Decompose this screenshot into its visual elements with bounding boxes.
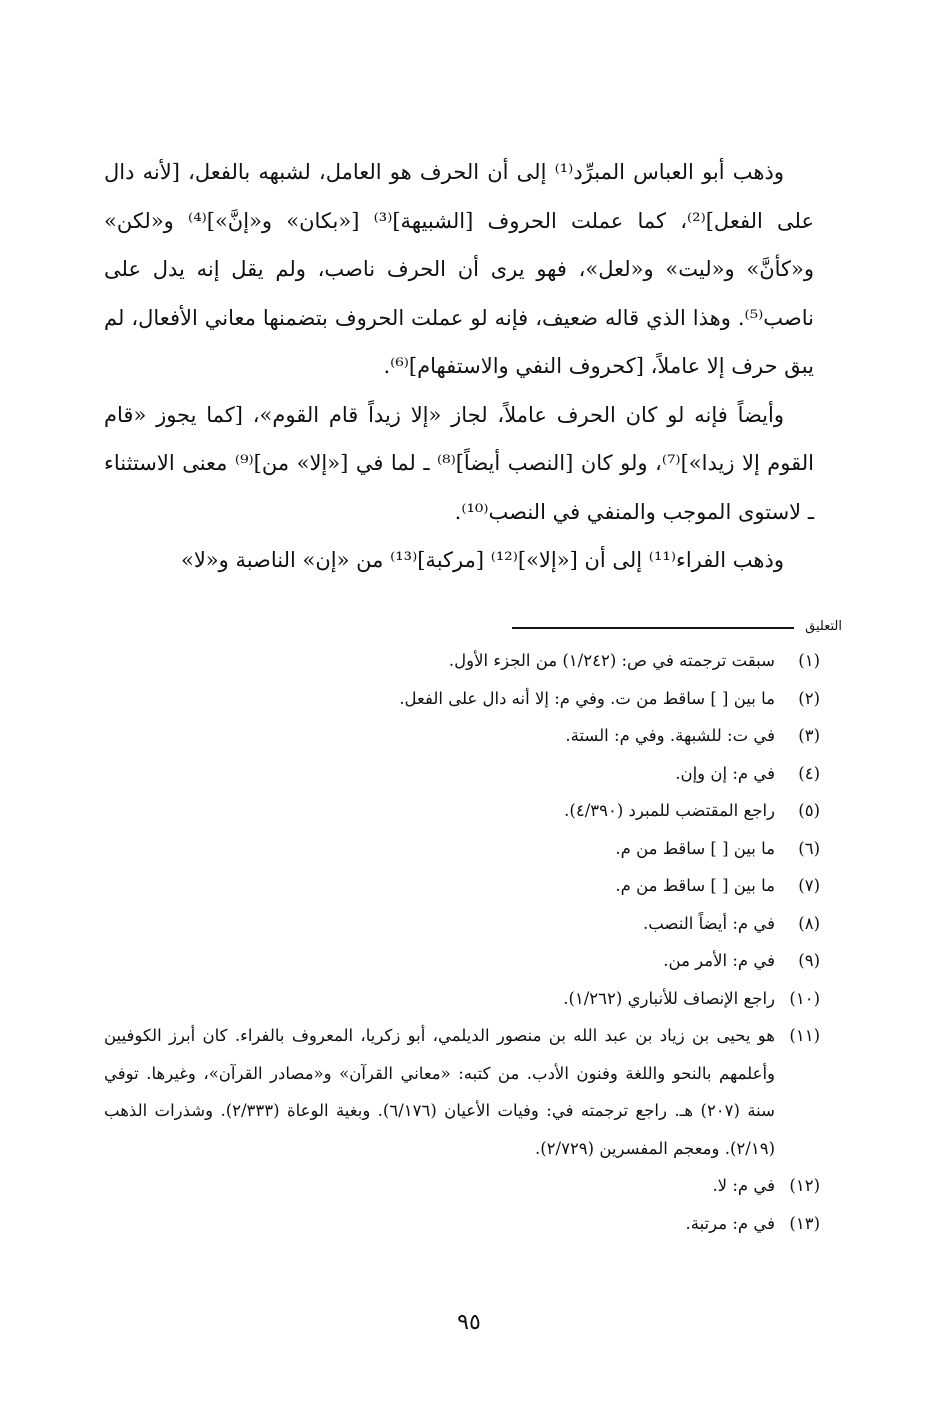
footnote: [104, 980, 820, 1018]
footnote: [104, 867, 820, 905]
footnote-number: (١٣): [789, 1213, 820, 1233]
footnote-text: ما بين [ ] ساقط من م.: [615, 876, 775, 895]
footnote-text: ما بين [ ] ساقط من ت. وفي م: إلا أنه دال على الفعل.: [399, 688, 775, 708]
footnote-number: (١): [798, 651, 820, 670]
footnote-number: (٢): [798, 688, 820, 708]
footnote-number: (٥): [798, 801, 820, 820]
footnote: [104, 717, 820, 755]
footnote: [104, 680, 820, 718]
footnote-separator: [512, 617, 842, 643]
footnote-number: (١٠): [789, 988, 820, 1008]
paragraph: وذهب الفراء⁽¹¹⁾ إلى أن [«إلا»]⁽¹²⁾ [مركبة]⁽¹³⁾ من «إن» الناصبة و«لا»: [180, 548, 784, 572]
footnote-text: في م: مرتبة.: [685, 1213, 775, 1233]
footnote-number: (١١): [789, 1026, 820, 1045]
footnote-text: في م: إن وإن.: [675, 763, 775, 783]
footnote-number: (٨): [798, 913, 820, 933]
footnote-number: (٤): [798, 763, 820, 783]
footnote-text: راجع الإنصاف للأنباري (١/٢٦٢).: [563, 988, 775, 1008]
footnote: [104, 830, 820, 868]
footnote: [104, 1167, 820, 1205]
main-text: [104, 148, 814, 585]
footnote-text: هو يحيى بن زياد بن عبد الله بن منصور الديلمي، أبو زكريا، المعروف بالفراء. كان أبرز الكوفيين وأعلمهم بالنحو واللغة وفنون الأدب. من كتبه: «معاني القرآن» و«مصادر القرآن»، وغيرها. توفي سنة (٢٠٧) هـ. راجع ترجمته في: وفيات الأعيان (٦/١٧٦). وبغية الوعاة (٢/٣٣٣). وشذرات الذهب (٢/١٩). ومعجم المفسرين (٢/٧٢٩).: [104, 1026, 775, 1158]
footnote-number: (٩): [798, 951, 820, 970]
footnotes: [104, 642, 820, 1242]
footnote-text: في م: الأمر من.: [663, 951, 775, 970]
footnote: [104, 792, 820, 830]
footnote-number: (٧): [798, 876, 820, 895]
paragraph: وذهب أبو العباس المبرِّد⁽¹⁾ إلى أن الحرف هو العامل، لشبهه بالفعل، [لأنه دال على الفعل]⁽²⁾، كما عملت الحروف [الشبيهة]⁽³⁾ [«بكان» و«إنَّ»]⁽⁴⁾ و«لكن» و«كأنَّ» و«ليت» و«لعل»، فهو يرى أن الحرف ناصب، ولم يقل إنه يدل على ناصب⁽⁵⁾. وهذا الذي قاله ضعيف، فإنه لو عملت الحروف بتضمنها معاني الأفعال، لم يبق حرف إلا عاملاً، [كحروف النفي والاستفهام]⁽⁶⁾.: [104, 160, 815, 378]
page-number: ٩٥: [457, 1310, 481, 1335]
footnote: [104, 1017, 820, 1167]
footnote-number: (٣): [798, 726, 820, 745]
footnotes-label: التعليق: [805, 619, 842, 634]
footnote: [104, 1205, 820, 1243]
footnote-number: (٦): [798, 838, 820, 858]
footnote-text: في م: لا.: [712, 1176, 775, 1195]
footnote-text: سبقت ترجمته في ص: (١/٢٤٢) من الجزء الأول.: [448, 651, 775, 670]
footnote: [104, 905, 820, 943]
paragraph: وأيضاً فإنه لو كان الحرف عاملاً، لجاز «إلا زيداً قام القوم»، [كما يجوز «قام القوم إلا زيدا»]⁽⁷⁾، ولو كان [النصب أيضاً]⁽⁸⁾ ـ لما في [«إلا» من]⁽⁹⁾ معنى الاستثناء ـ لاستوى الموجب والمنفي في النصب⁽¹⁰⁾.: [104, 402, 815, 524]
footnote: [104, 755, 820, 793]
footnote-text: في م: أيضاً النصب.: [642, 913, 775, 933]
footnote-number: (١٢): [789, 1176, 820, 1195]
footnote-text: ما بين [ ] ساقط من م.: [615, 838, 775, 858]
footnote-text: راجع المقتضب للمبرد (٤/٣٩٠).: [564, 801, 775, 820]
separator-line: [512, 627, 794, 629]
footnote-text: في ت: للشبهة. وفي م: الستة.: [565, 726, 775, 745]
footnote: [104, 942, 820, 980]
footnote: [104, 642, 820, 680]
